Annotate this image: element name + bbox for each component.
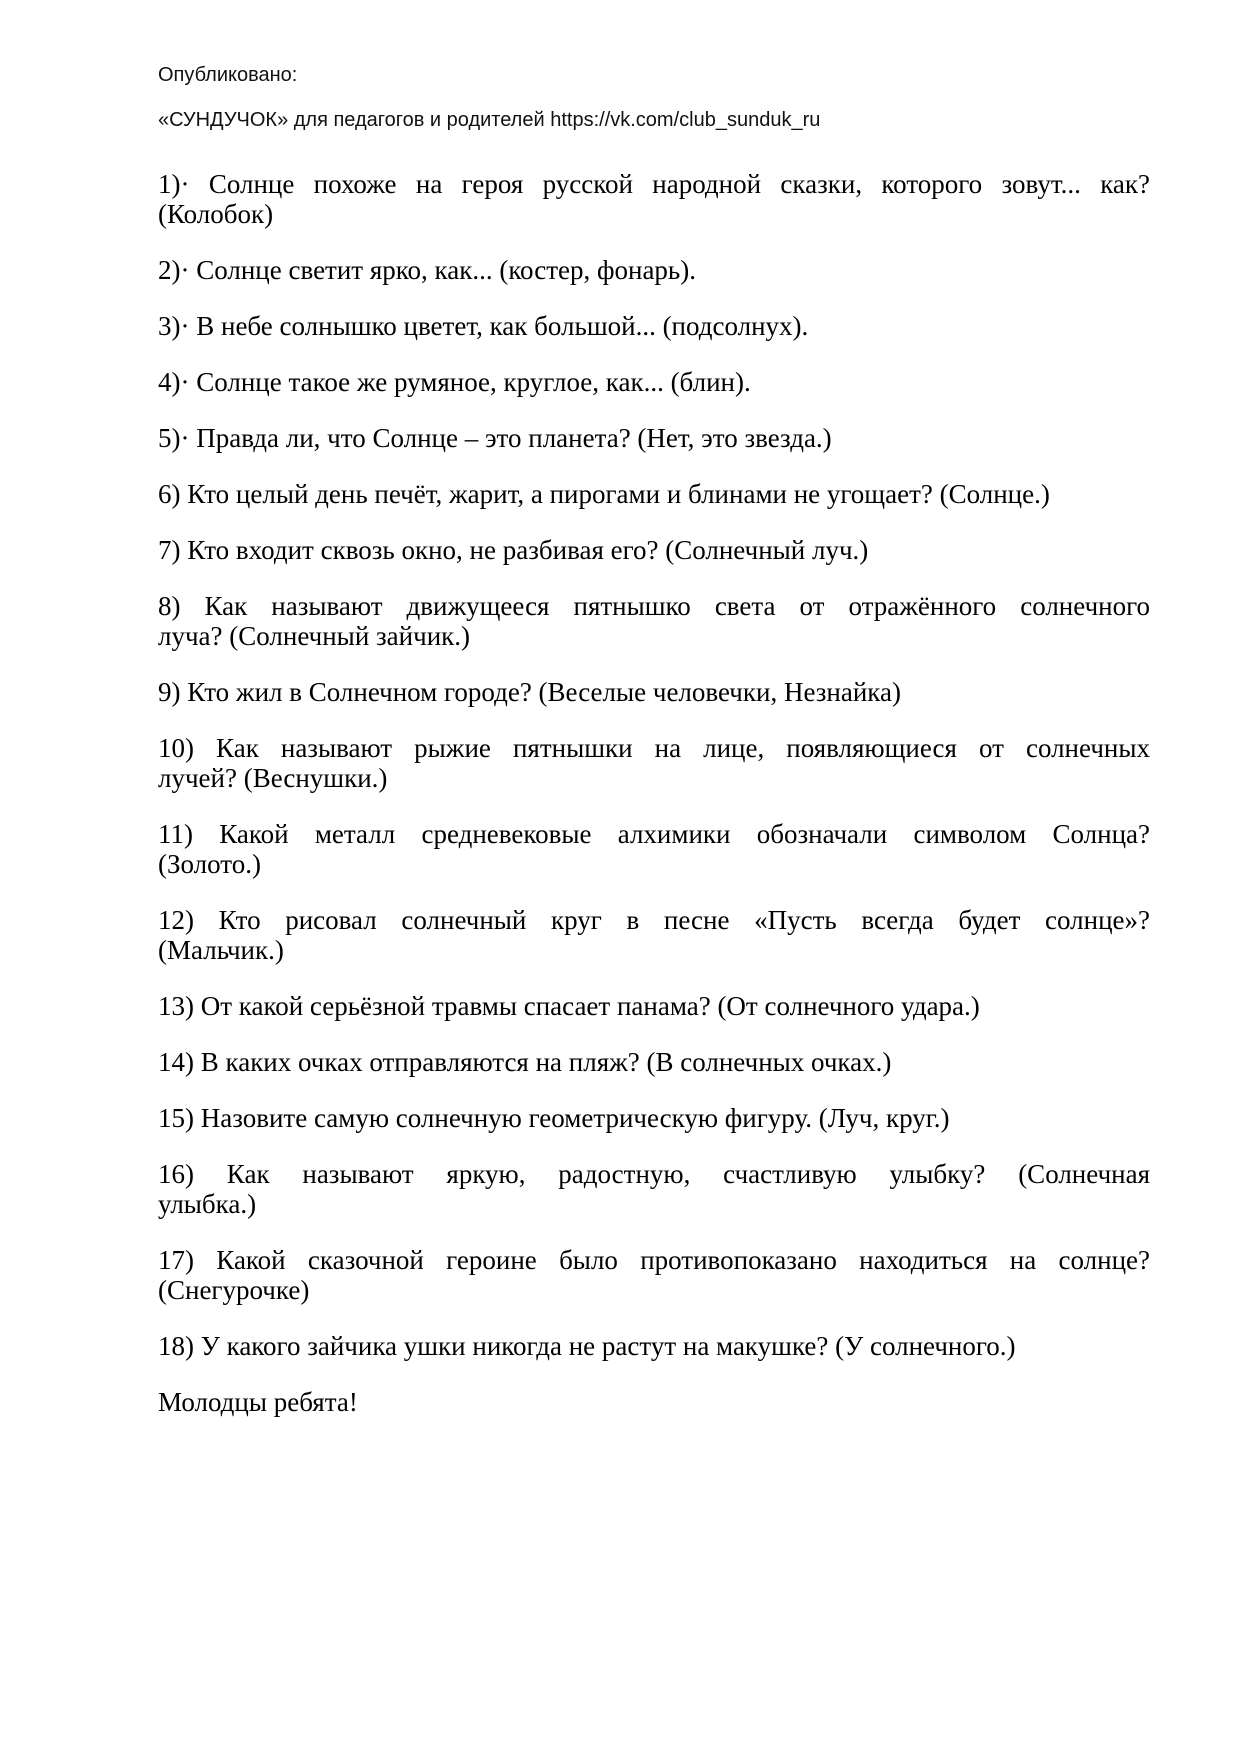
question-line: 1)· Солнце похоже на героя русской народной сказки, которого зовут... как? <box>158 169 1150 199</box>
question-line: 11) Какой металл средневековые алхимики обозначали символом Солнца? <box>158 819 1150 849</box>
question-line: 4)· Солнце такое же румяное, круглое, как... (блин). <box>158 367 751 397</box>
question-item <box>158 367 1150 397</box>
closing-line: Молодцы ребята! <box>158 1387 358 1417</box>
question-item <box>158 535 1150 565</box>
question-line: 16) Как называют яркую, радостную, счастливую улыбку? (Солнечная <box>158 1159 1150 1189</box>
question-line: 2)· Солнце светит ярко, как... (костер, фонарь). <box>158 255 696 285</box>
question-line: 7) Кто входит сквозь окно, не разбивая его? (Солнечный луч.) <box>158 535 869 565</box>
question-line: 13) От какой серьёзной травмы спасает панама? (От солнечного удара.) <box>158 991 980 1021</box>
source-line-text: «СУНДУЧОК» для педагогов и родителей <box>158 109 551 131</box>
question-line: лучей? (Веснушки.) <box>158 763 388 793</box>
source-url-text: https://vk.com/club_sunduk_ru <box>550 109 821 131</box>
question-line: 9) Кто жил в Солнечном городе? (Веселые человечки, Незнайка) <box>158 677 901 707</box>
question-item <box>158 991 1150 1021</box>
source-line <box>158 109 1150 131</box>
question-line: 14) В каких очках отправляются на пляж? (В солнечных очках.) <box>158 1047 892 1077</box>
question-item <box>158 255 1150 285</box>
question-line: 17) Какой сказочной героине было противопоказано находиться на солнце? <box>158 1245 1150 1275</box>
question-item <box>158 591 1150 651</box>
question-item <box>158 905 1150 965</box>
question-item <box>158 423 1150 453</box>
question-line: улыбка.) <box>158 1189 257 1219</box>
question-item <box>158 1245 1150 1305</box>
question-item <box>158 1159 1150 1219</box>
question-item <box>158 479 1150 509</box>
question-line: (Мальчик.) <box>158 935 284 965</box>
question-line: 8) Как называют движущееся пятнышко света от отражённого солнечного <box>158 591 1150 621</box>
question-line: луча? (Солнечный зайчик.) <box>158 621 471 651</box>
question-item <box>158 311 1150 341</box>
question-line: (Колобок) <box>158 199 274 229</box>
question-item <box>158 1331 1150 1361</box>
question-line: 10) Как называют рыжие пятнышки на лице, появляющиеся от солнечных <box>158 733 1150 763</box>
question-item <box>158 733 1150 793</box>
question-line: 18) У какого зайчика ушки никогда не растут на макушке? (У солнечного.) <box>158 1331 1016 1361</box>
published-label: Опубликовано: <box>158 64 298 86</box>
question-item <box>158 1103 1150 1133</box>
question-line: 15) Назовите самую солнечную геометрическую фигуру. (Луч, круг.) <box>158 1103 950 1133</box>
question-item <box>158 819 1150 879</box>
question-line: 3)· В небе солнышко цветет, как большой... (подсолнух). <box>158 311 809 341</box>
question-item <box>158 169 1150 229</box>
question-line: 6) Кто целый день печёт, жарит, а пирогами и блинами не угощает? (Солнце.) <box>158 479 1050 509</box>
questions-list <box>158 169 1150 1361</box>
question-line: 5)· Правда ли, что Солнце – это планета? (Нет, это звезда.) <box>158 423 832 453</box>
question-line: (Золото.) <box>158 849 261 879</box>
question-line: (Снегурочке) <box>158 1275 310 1305</box>
question-item <box>158 1047 1150 1077</box>
question-item <box>158 677 1150 707</box>
question-line: 12) Кто рисовал солнечный круг в песне «Пусть всегда будет солнце»? <box>158 905 1150 935</box>
